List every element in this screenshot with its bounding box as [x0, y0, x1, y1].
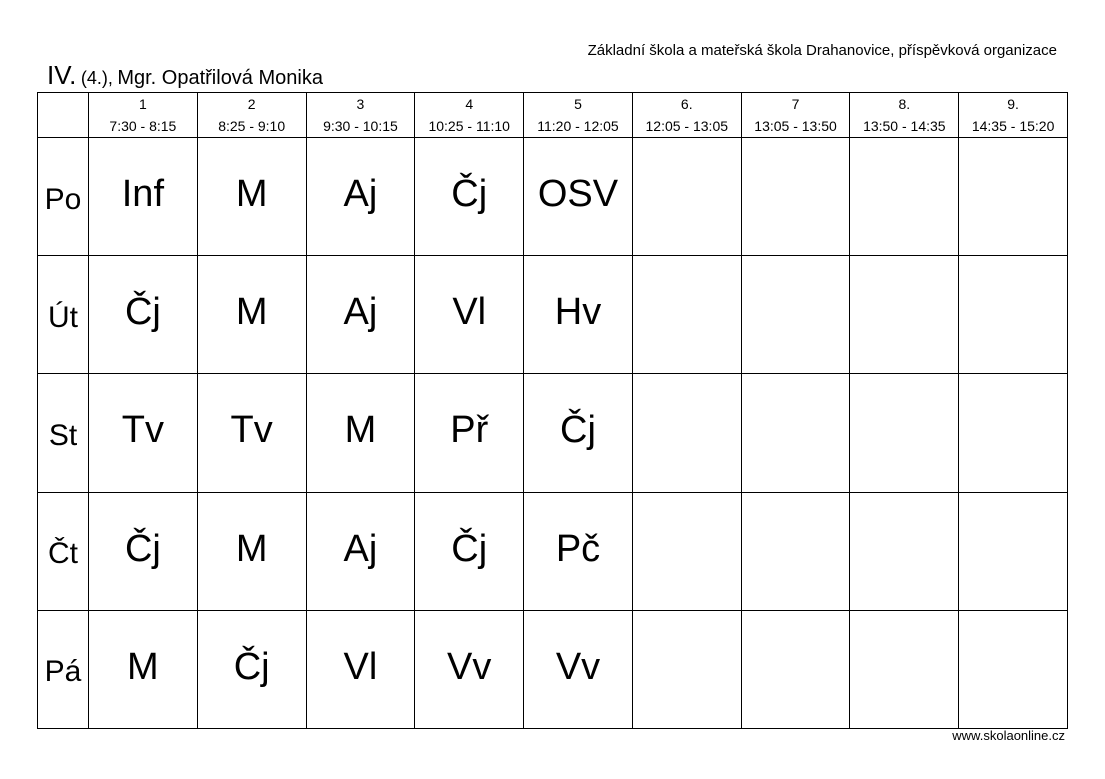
period-time: 12:05 - 13:05 — [645, 118, 729, 134]
lesson-cell — [850, 256, 959, 374]
school-name: Základní škola a mateřská škola Drahanovice, příspěvková organizace — [587, 42, 1057, 59]
lesson-cell: Př — [415, 374, 524, 492]
lesson-cell: Čj — [524, 374, 633, 492]
period-header — [198, 93, 307, 138]
lesson-cell: Čj — [415, 138, 524, 256]
period-number: 6. — [680, 96, 693, 112]
class-title — [47, 60, 323, 91]
website-footer: www.skolaonline.cz — [952, 728, 1065, 743]
lesson-cell — [633, 611, 742, 729]
day-label: Pá — [38, 611, 89, 729]
timetable-grid — [37, 92, 1068, 729]
lesson-cell: Vv — [524, 611, 633, 729]
lesson-cell — [850, 374, 959, 492]
period-header — [742, 93, 851, 138]
lesson-cell: M — [198, 138, 307, 256]
lesson-cell — [959, 138, 1068, 256]
teacher-name: Mgr. Opatřilová Monika — [117, 67, 323, 89]
lesson-cell: Inf — [89, 138, 198, 256]
lesson-cell: Hv — [524, 256, 633, 374]
lesson-cell: Čj — [89, 256, 198, 374]
period-time: 14:35 - 15:20 — [971, 118, 1055, 134]
day-label: St — [38, 374, 89, 492]
lesson-cell: M — [89, 611, 198, 729]
lesson-cell: M — [198, 493, 307, 611]
lesson-cell — [850, 138, 959, 256]
period-number: 9. — [1007, 96, 1019, 112]
lesson-cell: Čj — [415, 493, 524, 611]
lesson-cell — [633, 493, 742, 611]
period-header — [633, 93, 742, 138]
lesson-cell: Vl — [307, 611, 416, 729]
lesson-cell — [959, 256, 1068, 374]
lesson-cell — [959, 493, 1068, 611]
period-number: 1 — [138, 96, 147, 112]
timetable-corner — [38, 93, 89, 138]
period-time: 13:50 - 14:35 — [863, 118, 946, 134]
period-number: 2 — [247, 96, 256, 112]
lesson-cell — [959, 611, 1068, 729]
lesson-cell: Vv — [415, 611, 524, 729]
lesson-cell — [742, 256, 851, 374]
lesson-cell — [742, 611, 851, 729]
day-label: Po — [38, 138, 89, 256]
day-label: Út — [38, 256, 89, 374]
lesson-cell — [633, 374, 742, 492]
period-header — [89, 93, 198, 138]
period-number: 3 — [356, 96, 365, 112]
period-number: 8. — [898, 96, 911, 112]
lesson-cell: Vl — [415, 256, 524, 374]
period-header — [959, 93, 1068, 138]
period-number: 5 — [574, 96, 582, 112]
period-time: 9:30 - 10:15 — [323, 118, 398, 134]
lesson-cell — [742, 493, 851, 611]
lesson-cell: Aj — [307, 138, 416, 256]
lesson-cell: M — [307, 374, 416, 492]
period-time: 13:05 - 13:50 — [754, 118, 837, 134]
lesson-cell: Pč — [524, 493, 633, 611]
period-time: 10:25 - 11:10 — [428, 118, 510, 134]
period-number: 4 — [465, 96, 474, 112]
period-header — [850, 93, 959, 138]
lesson-cell — [850, 493, 959, 611]
period-time: 11:20 - 12:05 — [537, 118, 619, 134]
lesson-cell — [850, 611, 959, 729]
period-time: 7:30 - 8:15 — [109, 118, 177, 134]
lesson-cell: Čj — [198, 611, 307, 729]
lesson-cell: Tv — [198, 374, 307, 492]
lesson-cell: Aj — [307, 256, 416, 374]
lesson-cell: Aj — [307, 493, 416, 611]
lesson-cell: OSV — [524, 138, 633, 256]
lesson-cell: M — [198, 256, 307, 374]
lesson-cell — [633, 138, 742, 256]
period-header — [415, 93, 524, 138]
class-code: IV. — [47, 60, 77, 90]
lesson-cell — [959, 374, 1068, 492]
lesson-cell: Tv — [89, 374, 198, 492]
lesson-cell — [742, 138, 851, 256]
period-number: 7 — [791, 96, 800, 112]
period-header — [524, 93, 633, 138]
lesson-cell — [742, 374, 851, 492]
lesson-cell — [633, 256, 742, 374]
class-number: (4.), — [80, 68, 113, 88]
day-label: Čt — [38, 493, 89, 611]
period-time: 8:25 - 9:10 — [218, 118, 286, 134]
period-header — [307, 93, 416, 138]
lesson-cell: Čj — [89, 493, 198, 611]
